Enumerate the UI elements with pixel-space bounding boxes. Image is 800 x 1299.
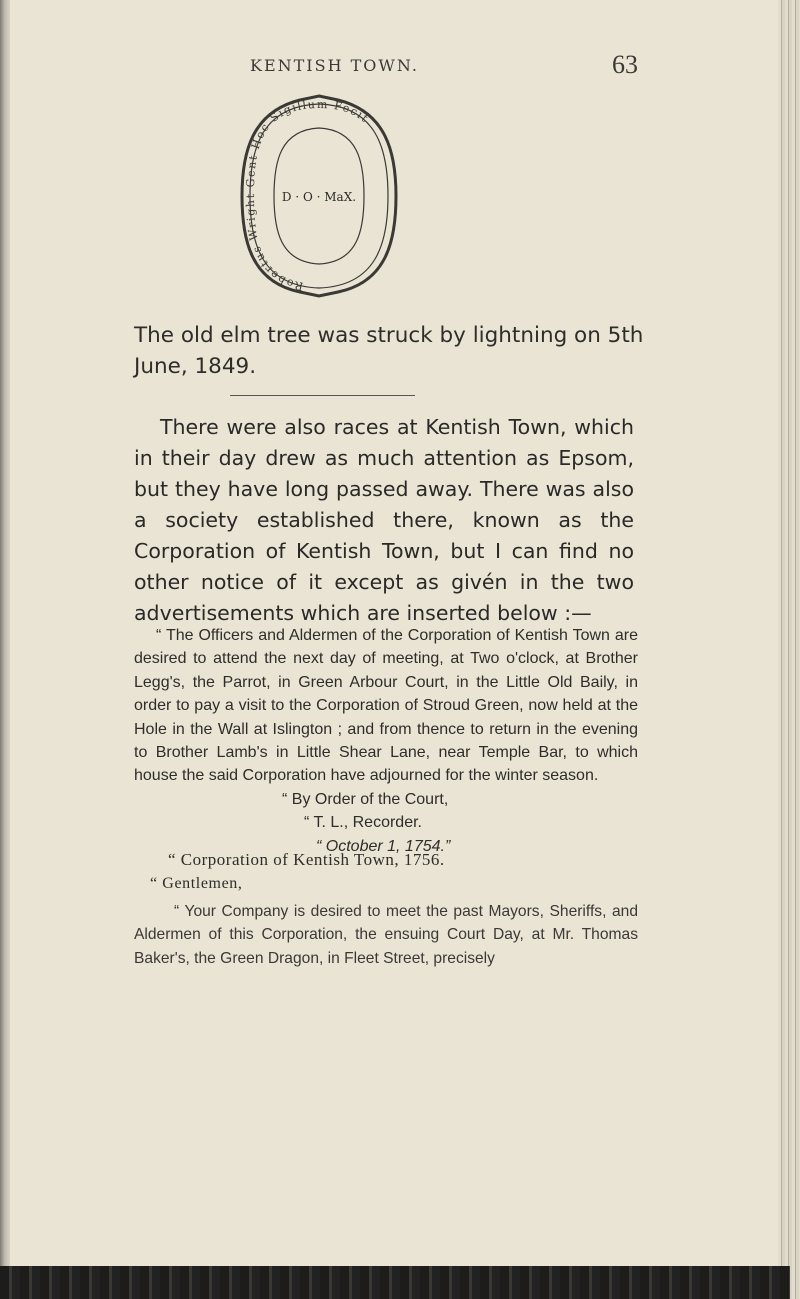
seal-stamp-illustration xyxy=(240,92,398,300)
seal-center-text: D · O · MaX. xyxy=(281,190,357,204)
page-left-edge xyxy=(0,0,10,1299)
signature-order: “ By Order of the Court, xyxy=(282,790,449,808)
signature-recorder: “ T. L., Recorder. xyxy=(304,814,422,832)
page-right-edge xyxy=(778,0,800,1299)
seal-rim-text: Robertus Wright Gent Hoc Sigillum Fecit xyxy=(243,97,372,293)
signature-date: “ October 1, 1754.” xyxy=(316,837,451,855)
page-bottom-band xyxy=(0,1266,790,1299)
advertisement-1-body: “ The Officers and Aldermen of the Corporation of Kentish Town are desired to attend the next day of meeting, at Two o'clock, at Brother Legg's, the Parrot, in Green Arbour Court, in the Little Old Baily, in order to pay a visit to the Corporation of Stroud Green, now held at the Hole in the Wall at Islington ; and from thence to return in the evening to Brother Lamb's in Little Shear Lane, near Temple Bar, to which house the said Corporation have adjourned for the winter season. xyxy=(134,627,638,785)
advertisement-1 xyxy=(134,624,638,858)
page-header xyxy=(250,50,670,80)
advertisement-2-title: “ Corporation of Kentish Town, 1756. xyxy=(168,850,445,869)
section-divider xyxy=(230,395,415,396)
page-number: 63 xyxy=(612,50,638,79)
intro-paragraph: There were also races at Kentish Town, which in their day drew as much attention as Epsom, but they have long passed away. There was also a society established there, known as the Corporation of Kentish Town, but I can find no other notice of it except as givén in the two advertisements which are inserted below :— xyxy=(134,415,634,625)
illustration-caption: The old elm tree was struck by lightning on 5th June, 1849. xyxy=(134,323,644,379)
seal-icon xyxy=(240,92,398,300)
running-head: KENTISH TOWN. xyxy=(250,56,419,75)
advertisement-2-salutation: “ Gentlemen, xyxy=(150,875,243,892)
advertisement-2-body: “ Your Company is desired to meet the past Mayors, Sheriffs, and Aldermen of this Corporation, the ensuing Court Day, at Mr. Thomas Baker's, the Green Dragon, in Fleet Street, precisely xyxy=(134,903,638,967)
